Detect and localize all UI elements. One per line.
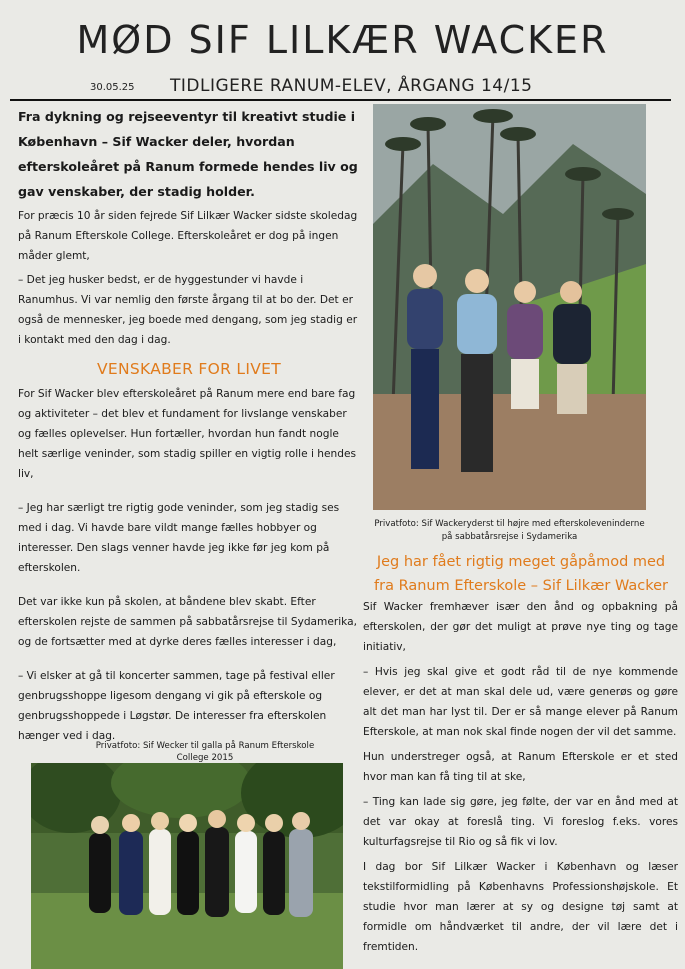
quote-paragraph: – Jeg har særligt tre rigtig gode veninder, som jeg stadig ses med i dag. Vi havde bare vildt mange fælles hobbyer og interesser. Den slags venner havde jeg ikke før jeg kom på efterskolen.	[18, 502, 340, 574]
paragraph: For præcis 10 år siden fejrede Sif Lilkær Wacker sidste skoledag på Ranum Efterskole College. Efterskoleåret er dog på ingen måder glemt,	[18, 210, 358, 262]
paragraph: I dag bor Sif Lilkær Wacker i København og læser tekstilformidling på Københavns Professionshøjskole. Et studie hvor man lærer at sy og designe tøj samt at formidle om håndværket til andre, der vil lære det i fremtiden.	[363, 861, 678, 953]
photo-caption-gala: Privatfoto: Sif Wecker til galla på Ranum Efterskole College 2015	[95, 741, 315, 763]
left-column	[18, 104, 360, 750]
photo-caption-travel: Privatfoto: Sif Wackeryderst til højre med efterskoleveninderne på sabbatårsrejse i Sydamerika	[374, 519, 645, 542]
publish-date: 30.05.25	[90, 82, 135, 93]
paragraph: Hun understreger også, at Ranum Efterskole er et sted hvor man kan få ting til at ske,	[363, 751, 678, 783]
lead-paragraph: Fra dykning og rejseeventyr til kreativt studie i København – Sif Wacker deler, hvordan efterskoleåret på Ranum formede hendes liv og gav venskaber, der stadig holder.	[18, 109, 358, 199]
quote-paragraph: – Vi elsker at gå til koncerter sammen, tage på festival eller genbrugsshoppe ligesom dengang vi gik på efterskole og genbrugsshoppede i Løgstør. De interesser fra efterskolen hænger ved i dag.	[18, 670, 335, 742]
right-column	[363, 597, 678, 962]
quote-paragraph: – Det jeg husker bedst, er de hyggestunder vi havde i Ranumhus. Vi var nemlig den første årgang til at bo der. Det er også de mennesker, jeg boede med dengang, som jeg stadig er i kontakt med den dag i dag.	[18, 274, 358, 346]
travel-photo	[373, 104, 646, 510]
gala-photo	[31, 763, 343, 969]
quote-paragraph: – Ting kan lade sig gøre, jeg følte, der var en ånd med at det var okay at foreslå ting. Vi foreslog f.eks. vores kulturfagsrejse til Rio og så fik vi lov.	[363, 796, 678, 848]
pull-quote: Jeg har fået rigtig meget gåpåmod med fra Ranum Efterskole – Sif Lilkær Wacker	[374, 554, 668, 594]
subtitle: TIDLIGERE RANUM-ELEV, ÅRGANG 14/15	[170, 76, 533, 96]
paragraph: Sif Wacker fremhæver især den ånd og opbakning på efterskolen, der gør det muligt at prøve nye ting og tage initiativ,	[363, 601, 678, 653]
header-rule	[10, 99, 671, 101]
page-title: MØD SIF LILKÆR WACKER	[76, 18, 609, 62]
paragraph: Det var ikke kun på skolen, at båndene blev skabt. Efter efterskolen rejste de sammen på sabbatårsrejse til Sydamerika, og de fortsætter med at dyrke deres fælles interesser i dag,	[18, 596, 357, 648]
quote-paragraph: – Hvis jeg skal give et godt råd til de nye kommende elever, er det at man skal dele ud, være generøs og gøre alt det man har lyst til. Der er så mange elever på Ranum Efterskole, at man nok skal finde nogen der vil det samme.	[363, 666, 678, 738]
section-heading: VENSKABER FOR LIVET	[96, 360, 282, 378]
paragraph: For Sif Wacker blev efterskoleåret på Ranum mere end bare fag og aktiviteter – det blev et fundament for livslange venskaber og fælles oplevelser. Hun fortæller, hvordan hun fandt nogle helt særlige veninder, som stadig spiller en vigtig rolle i hendes liv,	[18, 388, 357, 480]
